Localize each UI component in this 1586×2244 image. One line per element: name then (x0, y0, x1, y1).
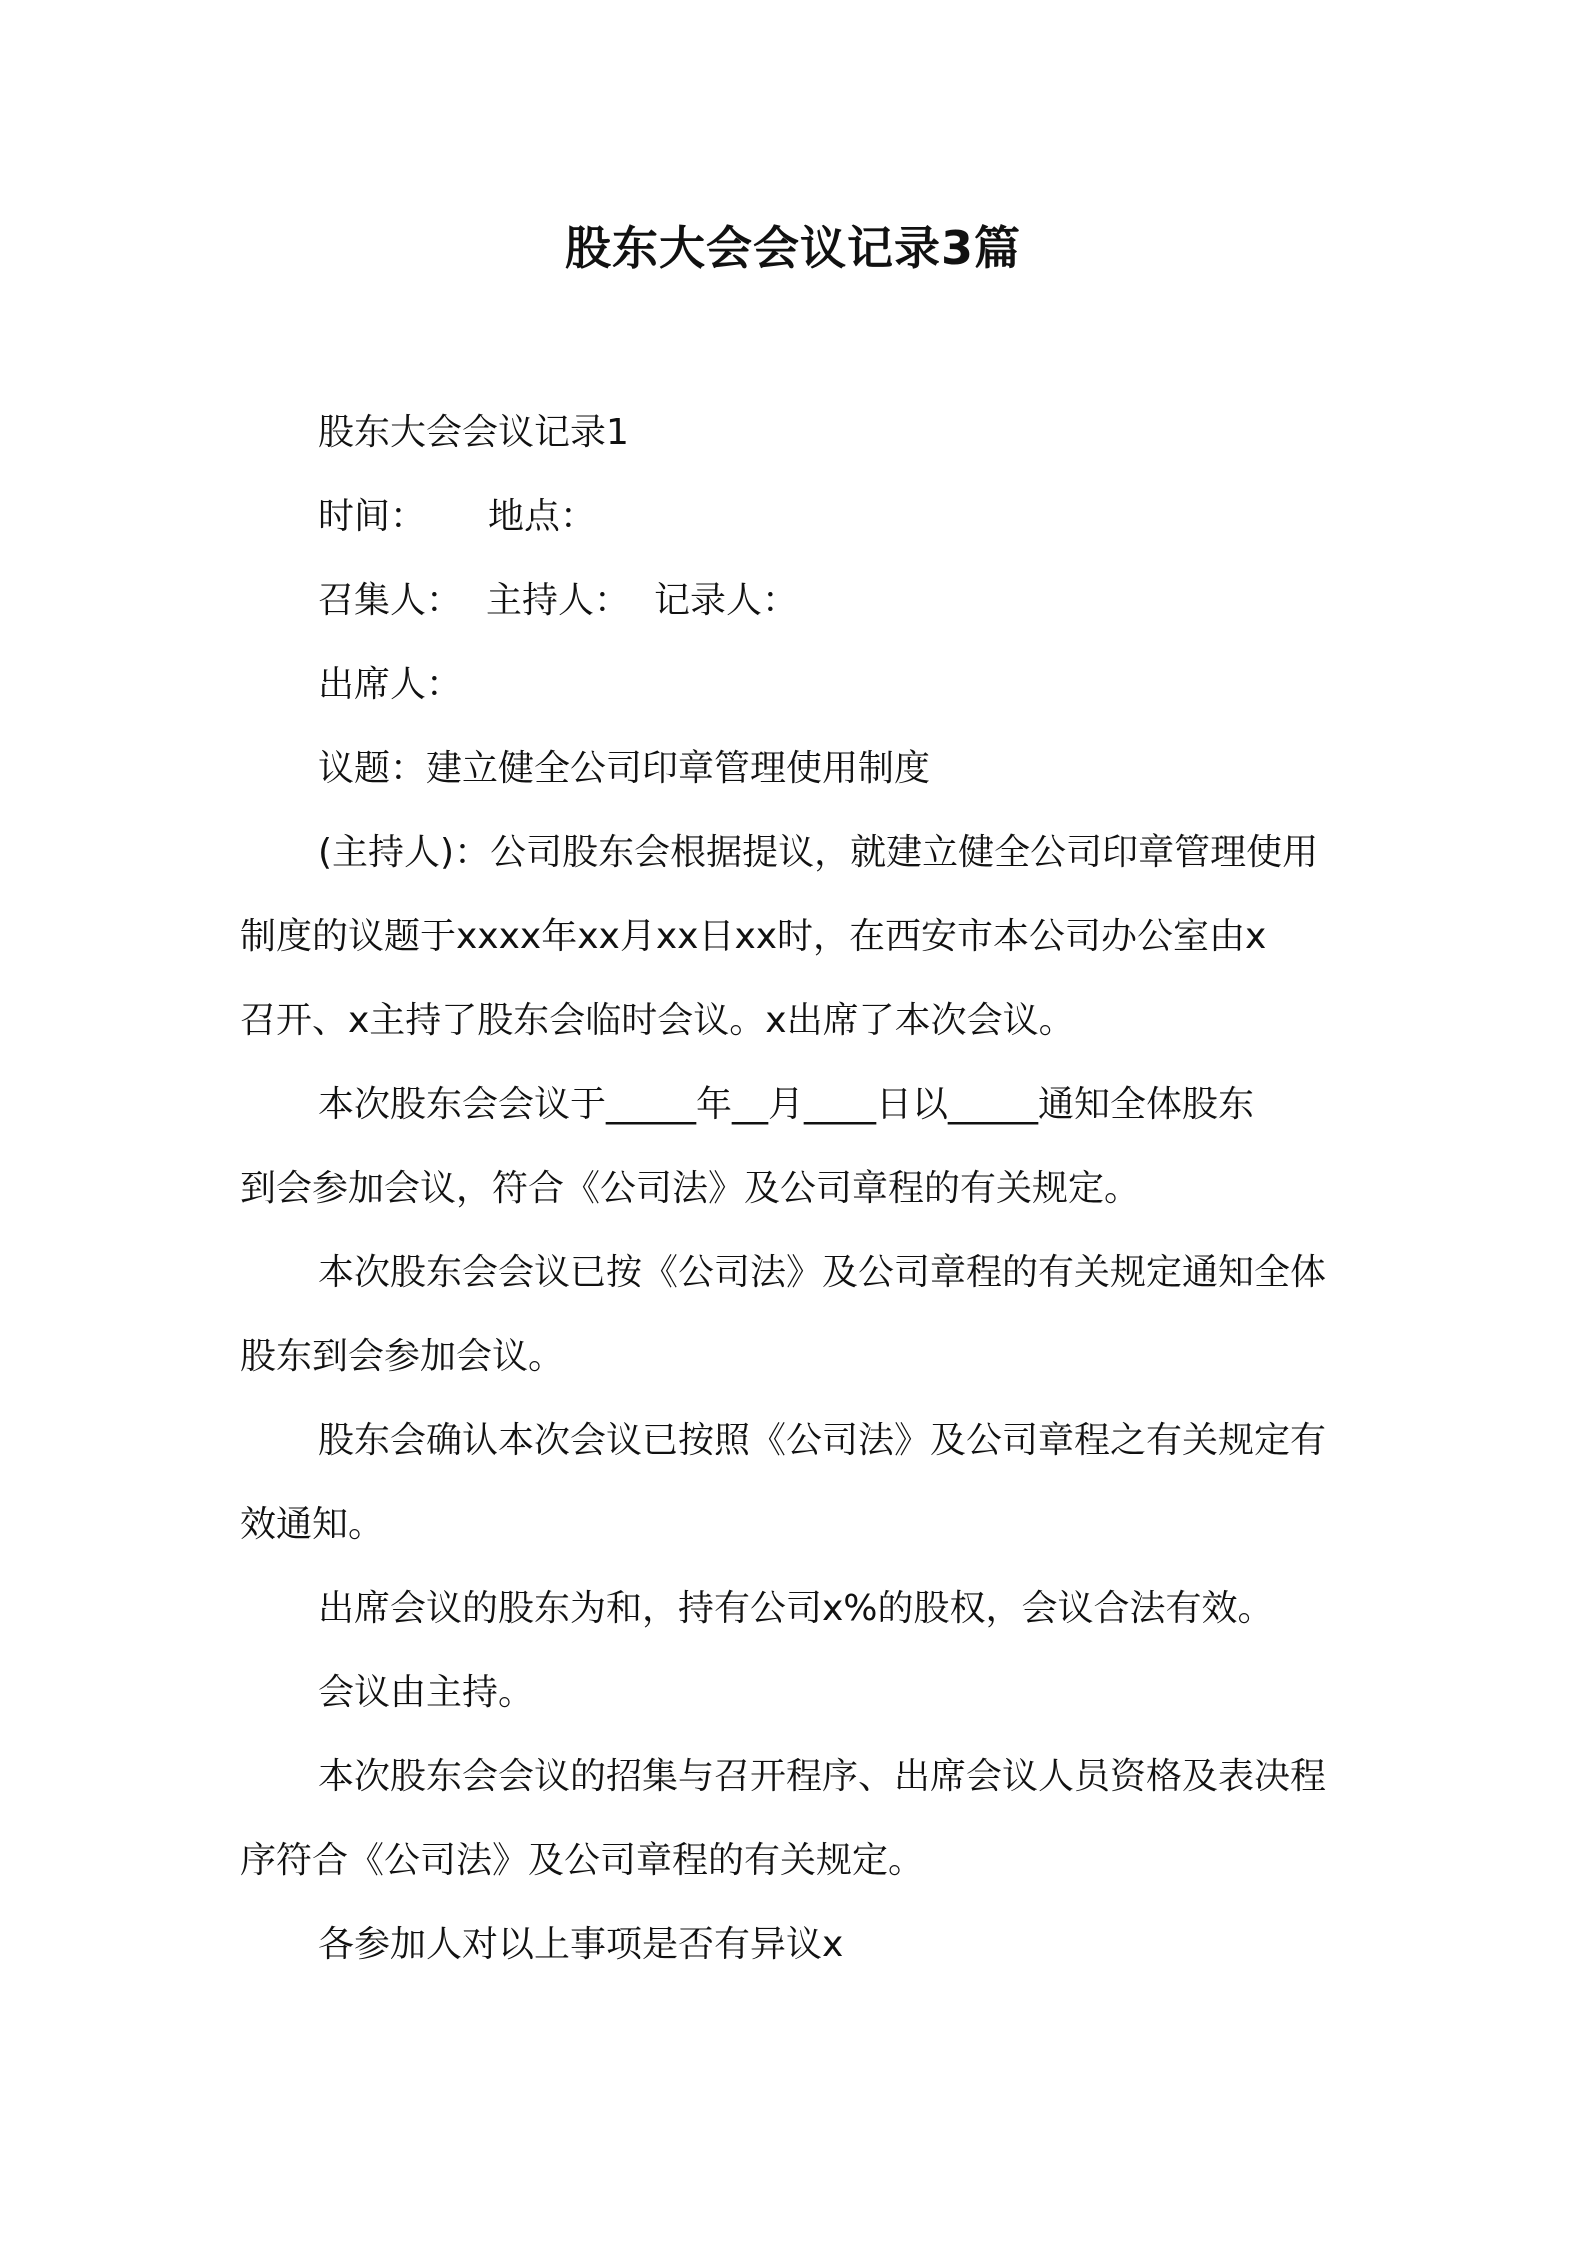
paragraph-line: 到会参加会议，符合《公司法》及公司章程的有关规定。 (240, 1168, 1141, 1209)
host-label: 主持人： (486, 580, 631, 621)
paragraph-line: 各参加人对以上事项是否有异议x (318, 1924, 844, 1965)
section-heading: 股东大会会议记录1 (318, 412, 629, 453)
paragraph-line: 序符合《公司法》及公司章程的有关规定。 (240, 1840, 925, 1881)
paragraph-line: 制度的议题于xxxx年xx月xx日xx时，在西安市本公司办公室由x (240, 916, 1267, 957)
paragraph-line: 效通知。 (240, 1504, 385, 1545)
paragraph-line: 本次股东会会议于_____年__月____日以_____通知全体股东 (318, 1084, 1255, 1125)
paragraph-line: 会议由主持。 (318, 1672, 535, 1713)
paragraph-line: (主持人)：公司股东会根据提议，就建立健全公司印章管理使用 (318, 832, 1319, 873)
paragraph-line: 召开、x主持了股东会临时会议。x出席了本次会议。 (240, 1000, 1075, 1041)
recorder-label: 记录人： (654, 580, 799, 621)
paragraph-line: 出席会议的股东为和，持有公司x%的股权，会议合法有效。 (318, 1588, 1274, 1629)
time-label: 时间： (318, 496, 427, 537)
paragraph-line: 股东会确认本次会议已按照《公司法》及公司章程之有关规定有 (318, 1420, 1327, 1461)
document-title: 股东大会会议记录3篇 (564, 221, 1021, 275)
paragraph-line: 股东到会参加会议。 (240, 1336, 565, 1377)
people-row (318, 576, 798, 626)
paragraph-line: 本次股东会会议的招集与召开程序、出席会议人员资格及表决程 (318, 1756, 1327, 1797)
attendees-label: 出席人： (318, 664, 463, 705)
convener-label: 召集人： (318, 580, 463, 621)
topic-line: 议题：建立健全公司印章管理使用制度 (318, 748, 931, 789)
place-label: 地点： (488, 496, 597, 537)
time-place-row (318, 492, 596, 542)
paragraph-line: 本次股东会会议已按《公司法》及公司章程的有关规定通知全体 (318, 1252, 1327, 1293)
